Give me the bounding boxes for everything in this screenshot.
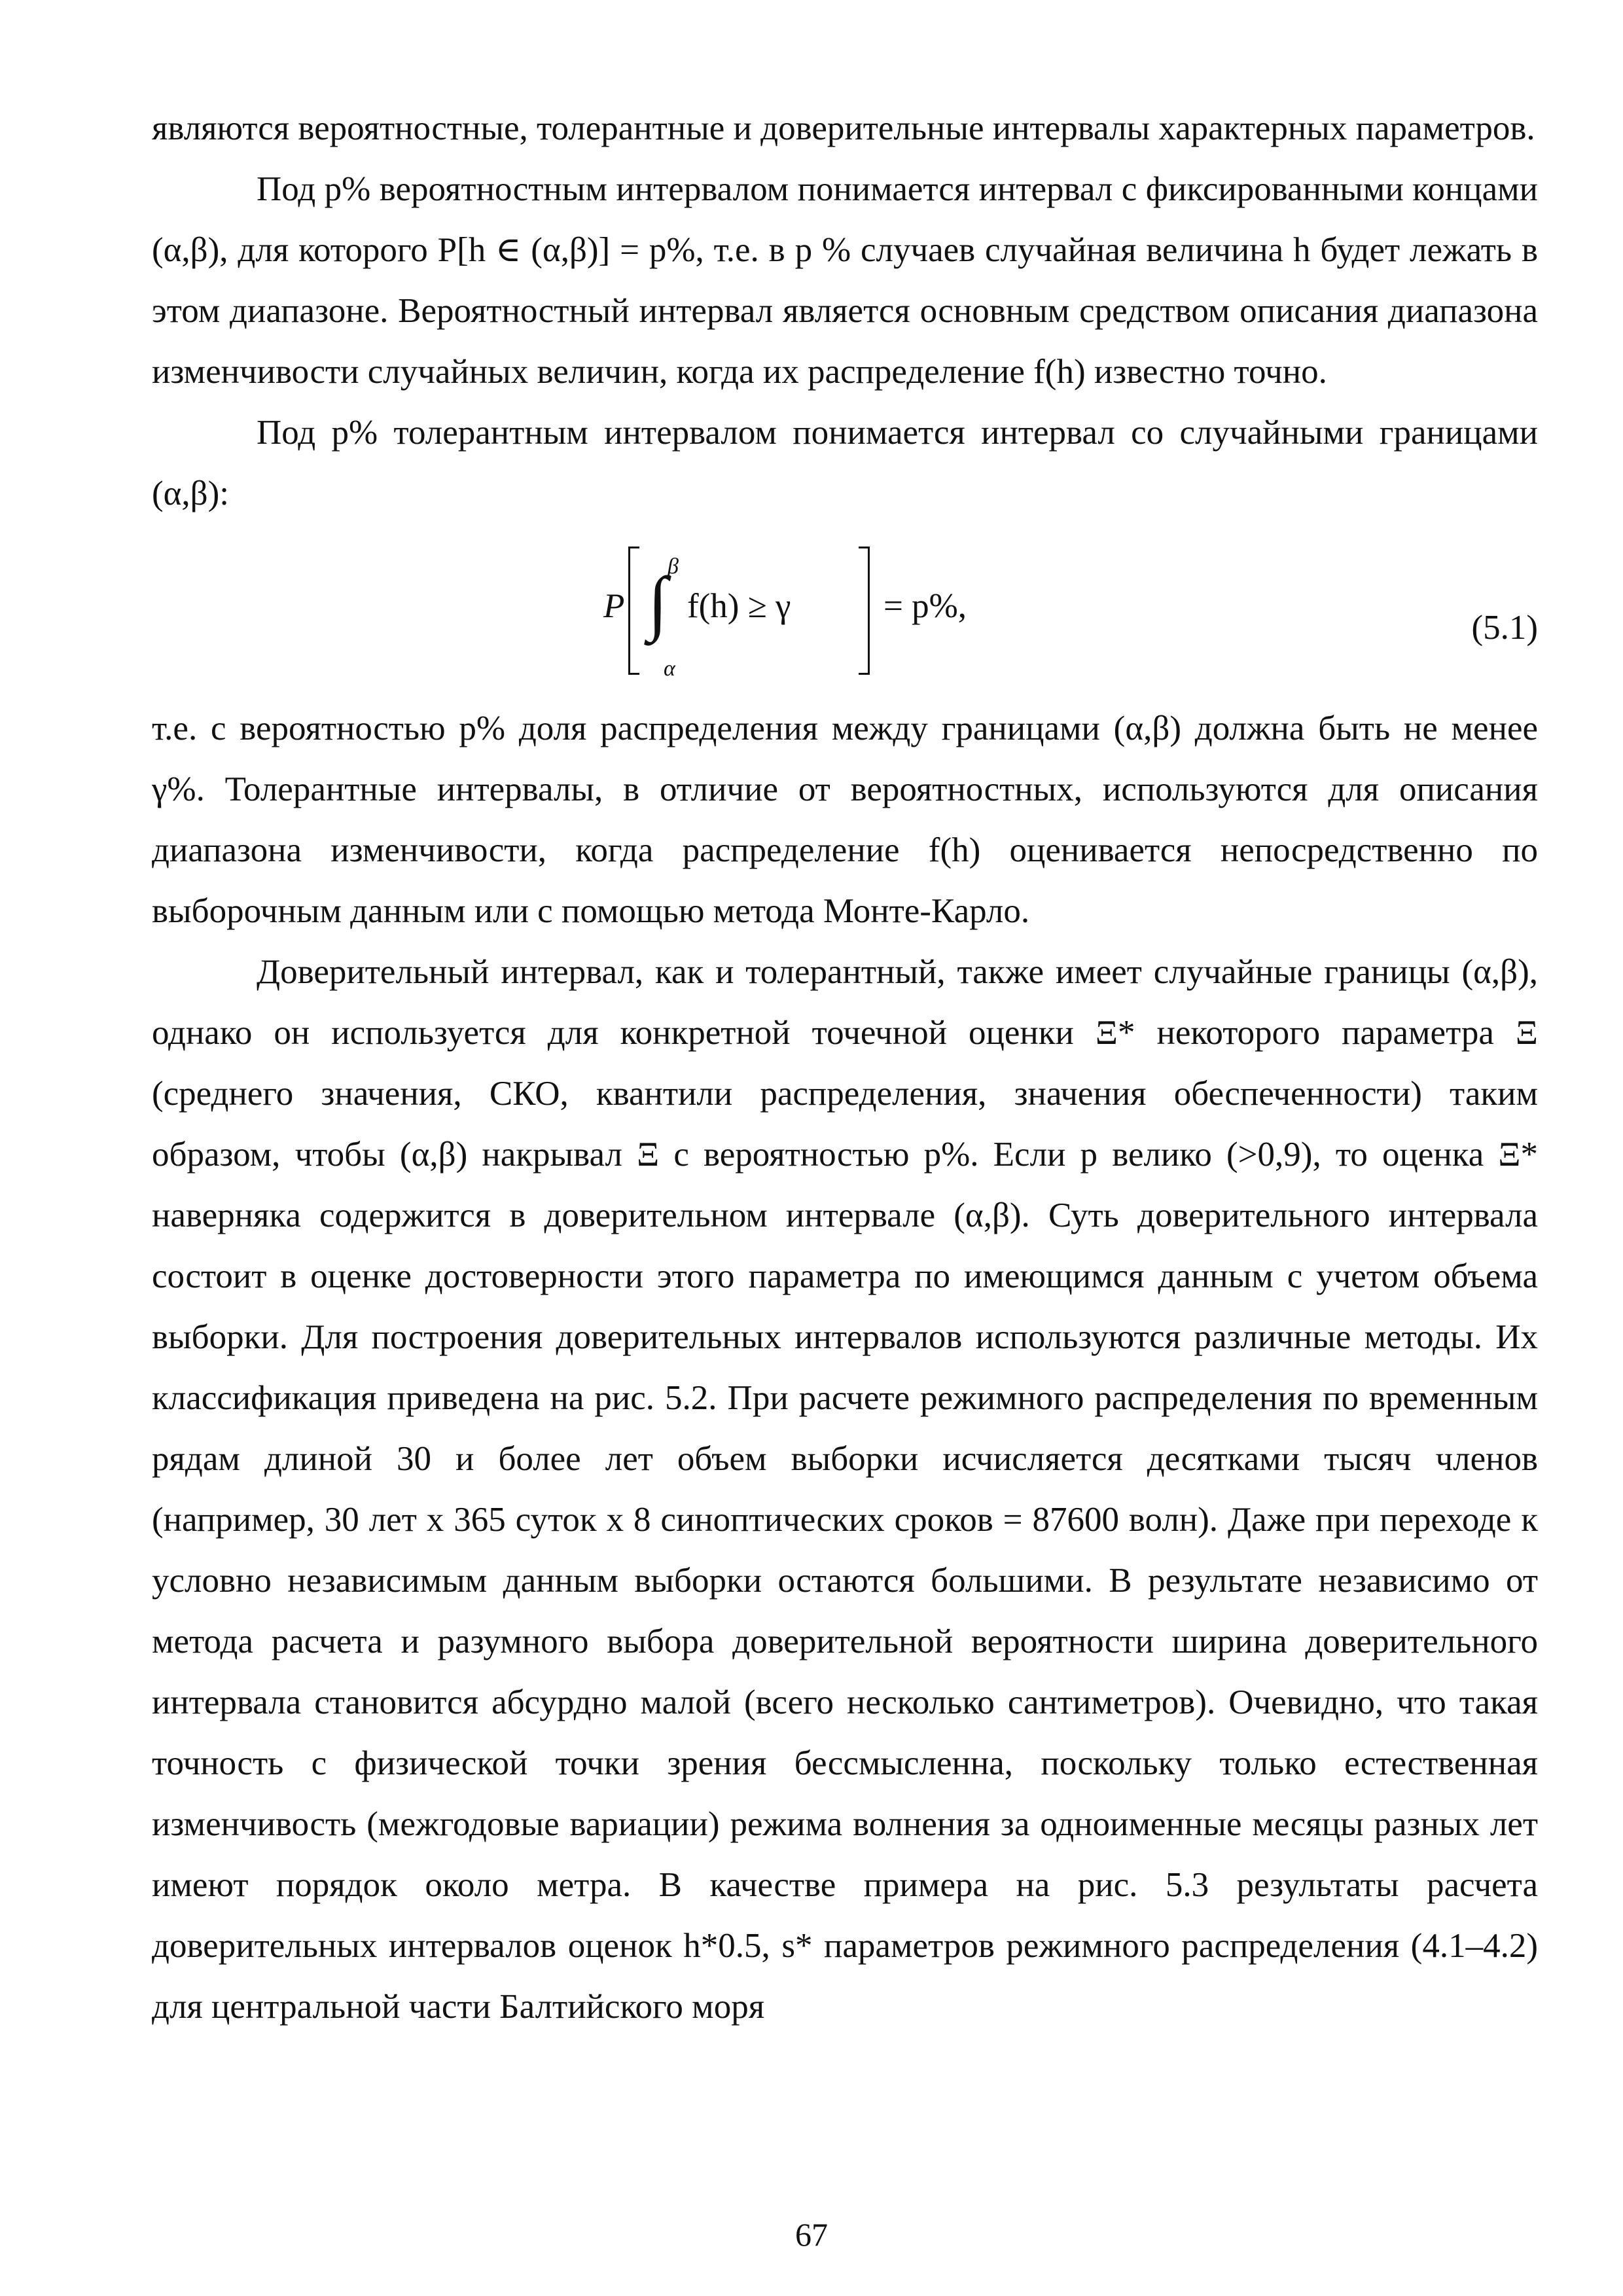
formula-bracket-right — [859, 547, 870, 675]
formula-lower-limit: α — [664, 656, 675, 681]
formula-integrand: f(h) ≥ γ — [687, 587, 791, 625]
paragraph-1: являются вероятностные, толерантные и доверительные интервалы характерных параметров. — [152, 109, 1535, 147]
formula-probability: P — [603, 587, 625, 625]
paragraph-5: Доверительный интервал, как и толерантный, также имеет случайные границы (α,β), однако он используется для конкретной точечной оценки Ξ* некоторого параметра Ξ (среднего значения, СКО, квантили распределения, значения обеспеченности) таким образом, чтобы (α,β) накрывал Ξ с вероятностью p%. Если p велико (>0,9), то оценка Ξ* наверняка содержится в доверительном интервале (α,β). Суть доверительного интервала состоит в оценке достоверности этого параметра по имеющимся данным с учетом объема выборки. Для построения доверительных интервалов используются различные методы. Их классификация приведена на рис. 5.2. При расчете режимного распределения по временным рядам длиной 30 и более лет объем выборки исчисляется десятками тысяч членов (например, 30 лет x 365 суток x 8 синоптических сроков = 87600 волн). Даже при переходе к условно независимым данным выборки остаются большими. В результате независимо от метода расчета и разумного выбора доверительной вероятности ширина доверительного интервала становится абсурдно малой (всего несколько сантиметров). Очевидно, что такая точность с физической точки зрения бессмысленна, поскольку только естественная изменчивость (межгодовые вариации) режима волнения за одноименные месяцы разных лет имеют порядок около метра. В качестве примера на рис. 5.3 результаты расчета доверительных интервалов оценок h*0.5, s* параметров режимного распределения (4.1–4.2) для центральной части Балтийского моря — [152, 953, 1538, 2026]
page-number: 67 — [795, 2216, 828, 2253]
paragraph-3: Под p% толерантным интервалом понимается интервал со случайными границами (α,β): — [152, 414, 1538, 512]
formula-body — [603, 533, 1127, 684]
paragraph-2: Под p% вероятностным интервалом понимается интервал с фиксированными концами (α,β), для которого P[h ∈ (α,β)] = p%, т.е. в p % случаев случайная величина h будет лежать в этом диапазоне. Вероятностный интервал является основным средством описания диапазона изменчивости случайных величин, когда их распределение f(h) известно точно. — [152, 170, 1538, 391]
integral-sign: ∫ — [648, 562, 668, 642]
equation-number: (5.1) — [1471, 609, 1538, 647]
formula-bracket-left — [628, 547, 639, 675]
formula-rhs: = p%, — [883, 587, 967, 625]
formula-upper-limit: β — [668, 554, 679, 579]
body-text — [152, 98, 1538, 2037]
paragraph-4: т.е. с вероятностью p% доля распределения между границами (α,β) должна быть не менее γ%. Толерантные интервалы, в отличие от вероятностных, используются для описания диапазона изменчивости, когда распределение f(h) оценивается непосредственно по выборочным данным или с помощью метода Монте-Карло. — [152, 709, 1538, 930]
formula-5-1 — [152, 533, 1538, 684]
